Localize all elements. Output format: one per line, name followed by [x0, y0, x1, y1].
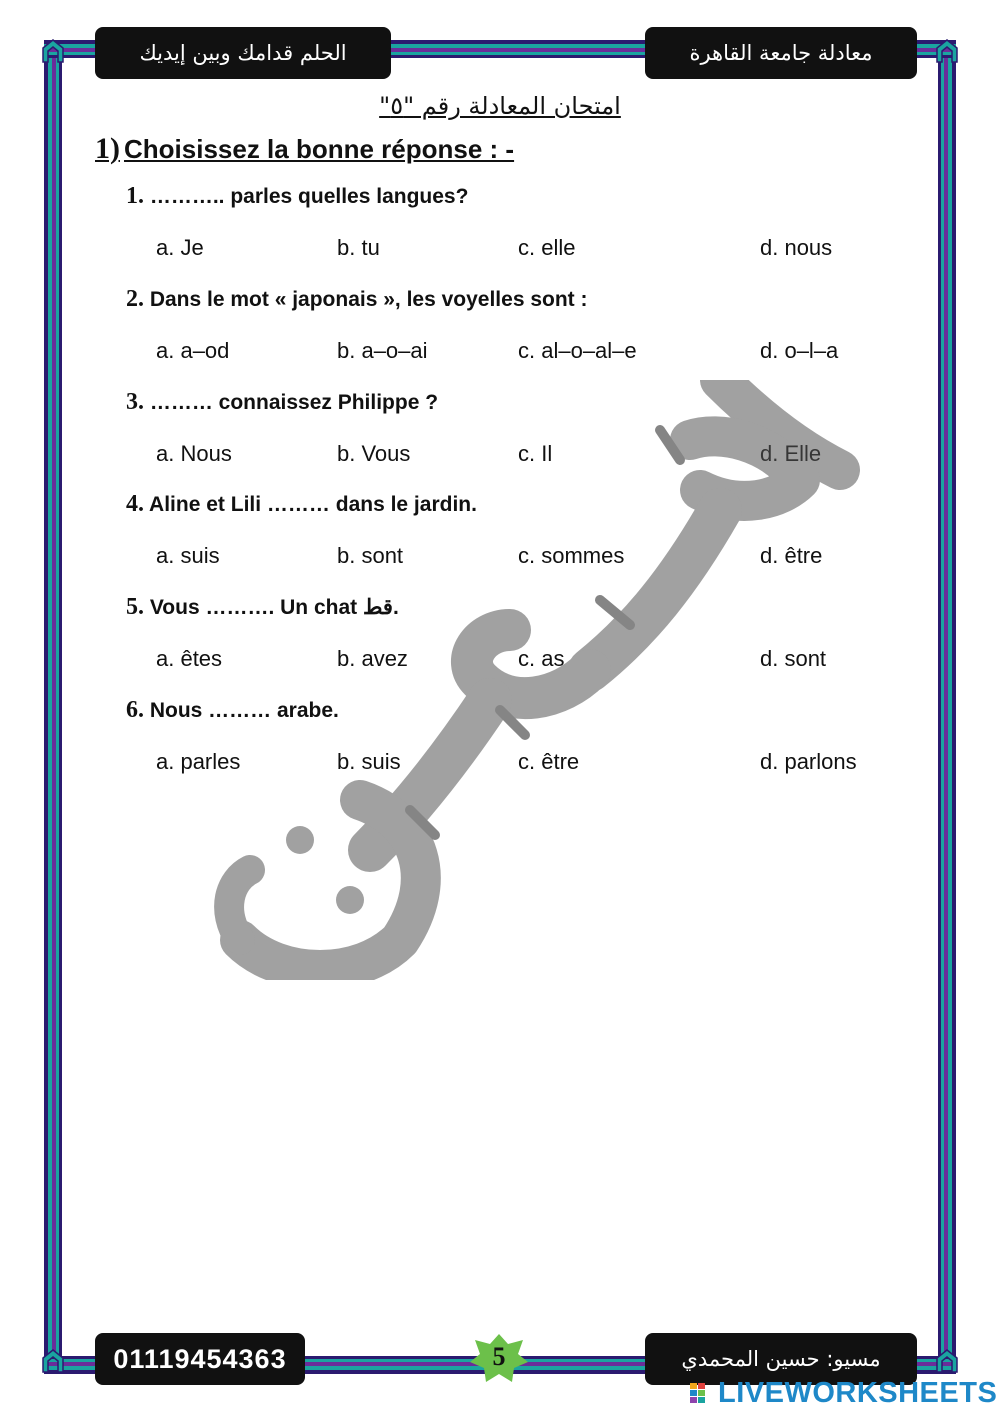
question-6-options [156, 749, 916, 779]
frame-right-border [938, 40, 956, 1374]
option-b[interactable]: b. tu [337, 235, 380, 260]
question-1 [126, 183, 468, 210]
option-d[interactable]: d. sont [760, 646, 827, 671]
question-1-options [156, 235, 916, 265]
option-b[interactable]: b. a–o–ai [337, 338, 428, 363]
question-2 [126, 286, 588, 313]
option-a[interactable]: a. suis [156, 543, 220, 568]
option-c[interactable]: c. Il [518, 441, 553, 466]
section-title [95, 132, 514, 166]
page-number: 5 [492, 1342, 506, 1371]
option-c[interactable]: c. sommes [518, 543, 625, 568]
question-number: 2. [126, 286, 144, 312]
frame-left-border [44, 40, 62, 1374]
exam-title [0, 92, 1000, 120]
question-number: 5. [126, 594, 144, 620]
question-text: Aline et Lili ……… dans le jardin. [144, 493, 477, 516]
question-text: Dans le mot « japonais », les voyelles sont : [144, 288, 588, 311]
header-course-title: معادلة جامعة القاهرة [645, 27, 917, 79]
section-number: 1) [95, 132, 120, 165]
option-d[interactable]: d. o–l–a [760, 338, 839, 363]
option-b[interactable]: b. avez [337, 646, 408, 671]
option-c[interactable]: c. as [518, 646, 565, 671]
option-a[interactable]: a. a–od [156, 338, 230, 363]
option-d[interactable]: d. nous [760, 235, 833, 260]
option-c[interactable]: c. être [518, 749, 580, 774]
corner-ornament-icon [40, 38, 66, 64]
option-c[interactable]: c. elle [518, 235, 576, 260]
question-4 [126, 491, 477, 518]
option-b[interactable]: b. Vous [337, 441, 411, 466]
header-slogan: الحلم قدامك وبين إيديك [95, 27, 391, 79]
question-text: ……….. parles quelles langues? [144, 185, 469, 208]
exam-title-text: امتحان المعادلة رقم "٥" [379, 92, 621, 120]
option-b[interactable]: b. suis [337, 749, 401, 774]
corner-ornament-icon [934, 38, 960, 64]
option-a[interactable]: a. Nous [156, 441, 232, 466]
option-d[interactable]: d. être [760, 543, 823, 568]
question-3 [126, 389, 438, 416]
question-text: Nous ……… arabe. [144, 699, 339, 722]
footer-teacher-name: مسيو: حسين المحمدي [645, 1333, 917, 1385]
question-6 [126, 697, 339, 724]
option-a[interactable]: a. êtes [156, 646, 223, 671]
option-a[interactable]: a. parles [156, 749, 241, 774]
question-text: Vous ………. Un chat قط. [144, 596, 399, 619]
question-5 [126, 594, 399, 621]
page-number-badge [468, 1332, 530, 1384]
liveworksheets-icon [690, 1381, 714, 1405]
footer-phone: 01119454363 [95, 1333, 305, 1385]
liveworksheets-text: LIVEWORKSHEETS [718, 1376, 998, 1409]
question-2-options [156, 338, 916, 368]
question-number: 4. [126, 491, 144, 517]
question-number: 6. [126, 697, 144, 723]
corner-ornament-icon [934, 1348, 960, 1374]
question-text: ……… connaissez Philippe ? [144, 391, 439, 414]
question-number: 1. [126, 183, 144, 209]
option-d[interactable]: d. Elle [760, 441, 822, 466]
question-4-options [156, 543, 916, 573]
question-number: 3. [126, 389, 144, 415]
option-a[interactable]: a. Je [156, 235, 204, 260]
corner-ornament-icon [40, 1348, 66, 1374]
liveworksheets-logo[interactable] [690, 1377, 997, 1409]
option-c[interactable]: c. al–o–al–e [518, 338, 637, 363]
question-3-options [156, 441, 916, 471]
option-b[interactable]: b. sont [337, 543, 404, 568]
option-d[interactable]: d. parlons [760, 749, 857, 774]
section-title-text: Choisissez la bonne réponse : - [124, 134, 515, 164]
question-5-options [156, 646, 916, 676]
